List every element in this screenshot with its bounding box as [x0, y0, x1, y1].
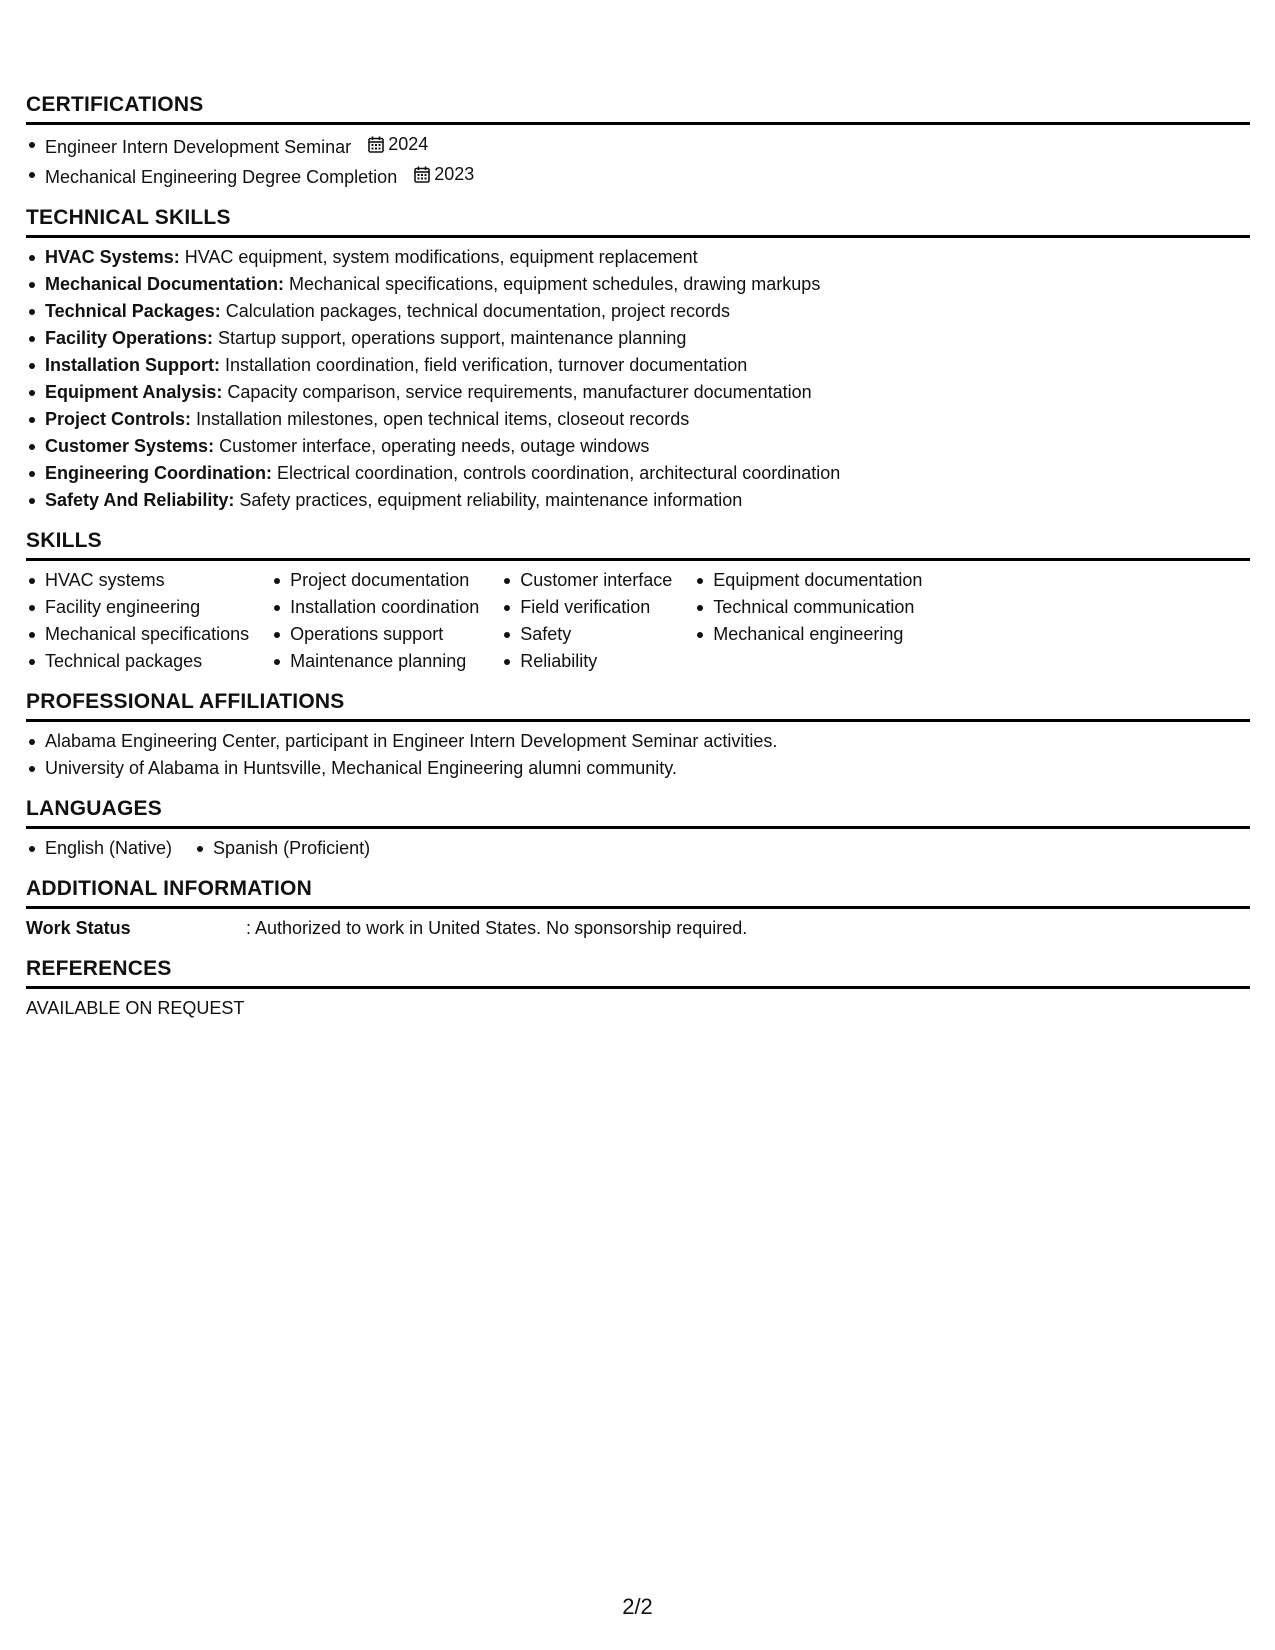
- list-item: Reliability: [501, 648, 672, 675]
- skill-details: Installation coordination, field verification, turnover documentation: [220, 355, 748, 375]
- calendar-icon: [414, 166, 430, 183]
- certification-name: Mechanical Engineering Degree Completion: [45, 167, 398, 187]
- certification-year: 2024: [388, 134, 429, 154]
- list-item: Mechanical engineering: [694, 621, 922, 648]
- list-item: [26, 433, 1250, 460]
- skill-details: Safety practices, equipment reliability, maintenance information: [234, 490, 743, 510]
- skill-details: Mechanical specifications, equipment schedules, drawing markups: [284, 274, 821, 294]
- list-item: Maintenance planning: [271, 648, 479, 675]
- skills-section: [26, 528, 1250, 675]
- references-text: AVAILABLE ON REQUEST: [26, 998, 245, 1018]
- skill-category: Mechanical Documentation:: [45, 274, 285, 294]
- list-item: HVAC systems: [26, 567, 249, 594]
- skill-category: Safety And Reliability:: [45, 490, 235, 510]
- list-item: Technical packages: [26, 648, 249, 675]
- skill-details: HVAC equipment, system modifications, equipment replacement: [179, 247, 698, 267]
- list-item: [26, 271, 1250, 298]
- skill-details: Installation milestones, open technical items, closeout records: [191, 409, 690, 429]
- list-item: [26, 131, 1250, 161]
- references-section: [26, 956, 1250, 1022]
- list-item: University of Alabama in Huntsville, Mechanical Engineering alumni community.: [26, 755, 1250, 782]
- certifications-section: [26, 92, 1250, 191]
- list-item: [26, 379, 1250, 406]
- skills-column: [26, 567, 249, 675]
- section-title: ADDITIONAL INFORMATION: [26, 876, 1250, 909]
- section-title: PROFESSIONAL AFFILIATIONS: [26, 689, 1250, 722]
- certification-date: [414, 161, 474, 188]
- skill-category: Engineering Coordination:: [45, 463, 272, 483]
- skill-details: Electrical coordination, controls coordination, architectural coordination: [272, 463, 841, 483]
- certification-year: 2023: [434, 164, 475, 184]
- list-item: Spanish (Proficient): [194, 835, 370, 862]
- section-title: TECHNICAL SKILLS: [26, 205, 1250, 238]
- list-item: Technical communication: [694, 594, 922, 621]
- list-item: Safety: [501, 621, 672, 648]
- technical-skills-section: [26, 205, 1250, 514]
- skills-column: [271, 567, 479, 675]
- affiliations-section: [26, 689, 1250, 782]
- skills-grid: [26, 567, 1250, 675]
- skill-category: Project Controls:: [45, 409, 192, 429]
- skill-category: Facility Operations:: [45, 328, 214, 348]
- list-item: [26, 244, 1250, 271]
- list-item: English (Native): [26, 835, 172, 862]
- list-item: [26, 325, 1250, 352]
- resume-page: [26, 92, 1250, 1036]
- work-status-value: : Authorized to work in United States. No sponsorship required.: [246, 918, 748, 938]
- skills-column: [694, 567, 922, 675]
- list-item: Installation coordination: [271, 594, 479, 621]
- list-item: [26, 352, 1250, 379]
- skill-details: Startup support, operations support, maintenance planning: [213, 328, 687, 348]
- list-item: Project documentation: [271, 567, 479, 594]
- work-status-row: [26, 915, 1250, 942]
- certification-date: [368, 131, 428, 158]
- list-item: Operations support: [271, 621, 479, 648]
- skill-details: Calculation packages, technical documentation, project records: [220, 301, 731, 321]
- section-title: LANGUAGES: [26, 796, 1250, 829]
- list-item: [26, 161, 1250, 191]
- list-item: [26, 487, 1250, 514]
- additional-information-section: [26, 876, 1250, 942]
- section-title: CERTIFICATIONS: [26, 92, 1250, 125]
- skill-category: Customer Systems:: [45, 436, 215, 456]
- section-title: REFERENCES: [26, 956, 1250, 989]
- list-item: Equipment documentation: [694, 567, 922, 594]
- list-item: [26, 406, 1250, 433]
- list-item: Mechanical specifications: [26, 621, 249, 648]
- page-number: 2/2: [622, 1594, 653, 1619]
- skills-column: [501, 567, 672, 675]
- skill-category: Equipment Analysis:: [45, 382, 223, 402]
- skill-category: Technical Packages:: [45, 301, 221, 321]
- skill-category: HVAC Systems:: [45, 247, 180, 267]
- section-title: SKILLS: [26, 528, 1250, 561]
- list-item: [26, 460, 1250, 487]
- certification-name: Engineer Intern Development Seminar: [45, 137, 352, 157]
- list-item: Field verification: [501, 594, 672, 621]
- list-item: Facility engineering: [26, 594, 249, 621]
- list-item: Customer interface: [501, 567, 672, 594]
- calendar-icon: [368, 136, 384, 153]
- work-status-label: Work Status: [26, 918, 131, 938]
- skill-details: Capacity comparison, service requirements, manufacturer documentation: [222, 382, 812, 402]
- affiliations-list: [26, 728, 1250, 782]
- skill-category: Installation Support:: [45, 355, 220, 375]
- technical-skills-list: [26, 244, 1250, 514]
- certifications-list: [26, 131, 1250, 191]
- skill-details: Customer interface, operating needs, outage windows: [214, 436, 650, 456]
- languages-list: [26, 835, 1250, 862]
- list-item: Alabama Engineering Center, participant in Engineer Intern Development Seminar activities.: [26, 728, 1250, 755]
- languages-section: [26, 796, 1250, 862]
- list-item: [26, 298, 1250, 325]
